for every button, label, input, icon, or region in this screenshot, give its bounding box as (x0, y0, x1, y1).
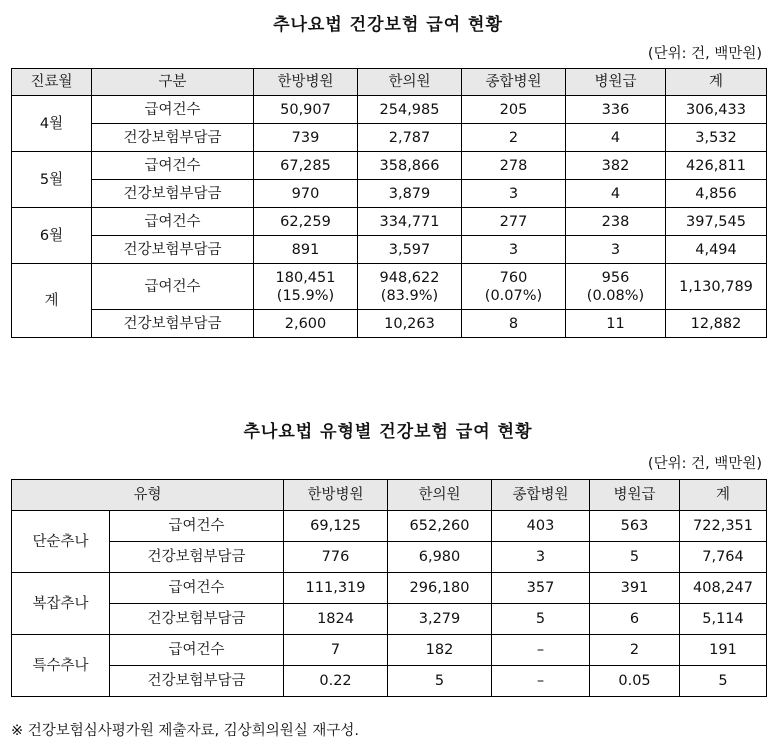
cell: 4,494 (666, 236, 767, 264)
cell: 277 (462, 208, 566, 236)
cell: 891 (254, 236, 358, 264)
table2-unit: (단위: 건, 백만원) (647, 456, 762, 472)
cell: 8 (462, 310, 566, 338)
cell: 205 (462, 96, 566, 124)
cell: – (492, 666, 590, 697)
table1-title: 추나요법 건강보험 급여 현황 (273, 15, 503, 35)
table-header-row (12, 69, 767, 96)
row-type: 건강보험부담금 (92, 180, 254, 208)
cell: 306,433 (666, 96, 767, 124)
row-type: 급여건수 (110, 511, 284, 542)
cell: 3 (566, 236, 666, 264)
cell: 50,907 (254, 96, 358, 124)
table-row (12, 96, 767, 124)
cell: 3,879 (358, 180, 462, 208)
cell: 1824 (284, 604, 388, 635)
cell: 426,811 (666, 152, 767, 180)
table-row (12, 542, 767, 573)
cell: 3 (462, 236, 566, 264)
cell-value: 948,622 (379, 269, 440, 286)
row-type: 급여건수 (92, 264, 254, 310)
source-footnote: ※ 건강보험심사평가원 제출자료, 김상희의원실 재구성. (11, 723, 359, 739)
cell: 7,764 (680, 542, 767, 573)
cell: 563 (590, 511, 680, 542)
cell: 3 (492, 542, 590, 573)
table-row (12, 236, 767, 264)
column-header: 한방병원 (284, 480, 388, 511)
group-label: 특수추나 (12, 635, 110, 697)
column-header: 유형 (12, 480, 284, 511)
cell-value: 760 (499, 269, 528, 286)
cell: 334,771 (358, 208, 462, 236)
table1-unit: (단위: 건, 백만원) (647, 46, 762, 62)
cell (462, 264, 566, 310)
cell-share: (15.9%) (276, 287, 335, 304)
type-benefit-table (11, 479, 767, 697)
cell: 4,856 (666, 180, 767, 208)
group-label: 계 (12, 264, 92, 338)
monthly-benefit-table (11, 68, 767, 338)
cell: 652,260 (388, 511, 492, 542)
column-header: 병원급 (590, 480, 680, 511)
cell: 67,285 (254, 152, 358, 180)
group-label: 단순추나 (12, 511, 110, 573)
table2-title: 추나요법 유형별 건강보험 급여 현황 (243, 422, 533, 442)
cell: 397,545 (666, 208, 767, 236)
table-header-row (12, 480, 767, 511)
cell: 6,980 (388, 542, 492, 573)
cell: 5 (492, 604, 590, 635)
group-label: 복잡추나 (12, 573, 110, 635)
cell: 2 (462, 124, 566, 152)
cell: 5,114 (680, 604, 767, 635)
cell: 391 (590, 573, 680, 604)
cell (566, 264, 666, 310)
cell: 11 (566, 310, 666, 338)
cell: 3,597 (358, 236, 462, 264)
cell: 3 (462, 180, 566, 208)
cell: 739 (254, 124, 358, 152)
cell: 4 (566, 180, 666, 208)
cell: 12,882 (666, 310, 767, 338)
cell (358, 264, 462, 310)
table-row (12, 180, 767, 208)
cell: 403 (492, 511, 590, 542)
cell-share: (0.08%) (586, 287, 645, 304)
row-type: 급여건수 (110, 635, 284, 666)
row-type: 급여건수 (92, 208, 254, 236)
cell: 254,985 (358, 96, 462, 124)
table-row (12, 666, 767, 697)
cell: 7 (284, 635, 388, 666)
cell: 238 (566, 208, 666, 236)
column-header: 병원급 (566, 69, 666, 96)
cell: 6 (590, 604, 680, 635)
cell-share: (83.9%) (380, 287, 439, 304)
row-type: 급여건수 (92, 152, 254, 180)
cell: 2,787 (358, 124, 462, 152)
row-type: 급여건수 (110, 573, 284, 604)
cell: 296,180 (388, 573, 492, 604)
column-header: 진료월 (12, 69, 92, 96)
row-type: 건강보험부담금 (110, 542, 284, 573)
cell: 5 (590, 542, 680, 573)
group-label: 5월 (12, 152, 92, 208)
table-row (12, 511, 767, 542)
row-type: 건강보험부담금 (110, 604, 284, 635)
row-type: 건강보험부담금 (110, 666, 284, 697)
column-header: 한방병원 (254, 69, 358, 96)
cell: 722,351 (680, 511, 767, 542)
cell: 408,247 (680, 573, 767, 604)
cell: 182 (388, 635, 492, 666)
column-header: 계 (666, 69, 767, 96)
cell: 2,600 (254, 310, 358, 338)
column-header: 구분 (92, 69, 254, 96)
cell: 776 (284, 542, 388, 573)
cell: 358,866 (358, 152, 462, 180)
cell-share: (0.07%) (484, 287, 543, 304)
cell: 1,130,789 (666, 264, 767, 310)
cell: 357 (492, 573, 590, 604)
table-row (12, 310, 767, 338)
group-label: 4월 (12, 96, 92, 152)
cell: 111,319 (284, 573, 388, 604)
cell: 3,279 (388, 604, 492, 635)
table-row (12, 152, 767, 180)
column-header: 종합병원 (492, 480, 590, 511)
cell: 3,532 (666, 124, 767, 152)
column-header: 한의원 (388, 480, 492, 511)
cell-value: 956 (601, 269, 630, 286)
cell: 191 (680, 635, 767, 666)
cell: 5 (388, 666, 492, 697)
table-row (12, 573, 767, 604)
cell: 0.22 (284, 666, 388, 697)
table-row (12, 604, 767, 635)
column-header: 종합병원 (462, 69, 566, 96)
cell: 0.05 (590, 666, 680, 697)
cell (254, 264, 358, 310)
cell: 5 (680, 666, 767, 697)
row-type: 건강보험부담금 (92, 124, 254, 152)
column-header: 한의원 (358, 69, 462, 96)
cell: 69,125 (284, 511, 388, 542)
group-label: 6월 (12, 208, 92, 264)
column-header: 계 (680, 480, 767, 511)
cell: 382 (566, 152, 666, 180)
cell-value: 180,451 (275, 269, 336, 286)
row-type: 건강보험부담금 (92, 310, 254, 338)
cell: 970 (254, 180, 358, 208)
cell: 336 (566, 96, 666, 124)
table-row (12, 635, 767, 666)
table-row (12, 124, 767, 152)
cell: 10,263 (358, 310, 462, 338)
row-type: 급여건수 (92, 96, 254, 124)
cell: 4 (566, 124, 666, 152)
cell: 62,259 (254, 208, 358, 236)
cell: 278 (462, 152, 566, 180)
row-type: 건강보험부담금 (92, 236, 254, 264)
table-row (12, 264, 767, 310)
cell: 2 (590, 635, 680, 666)
cell: – (492, 635, 590, 666)
table-row (12, 208, 767, 236)
